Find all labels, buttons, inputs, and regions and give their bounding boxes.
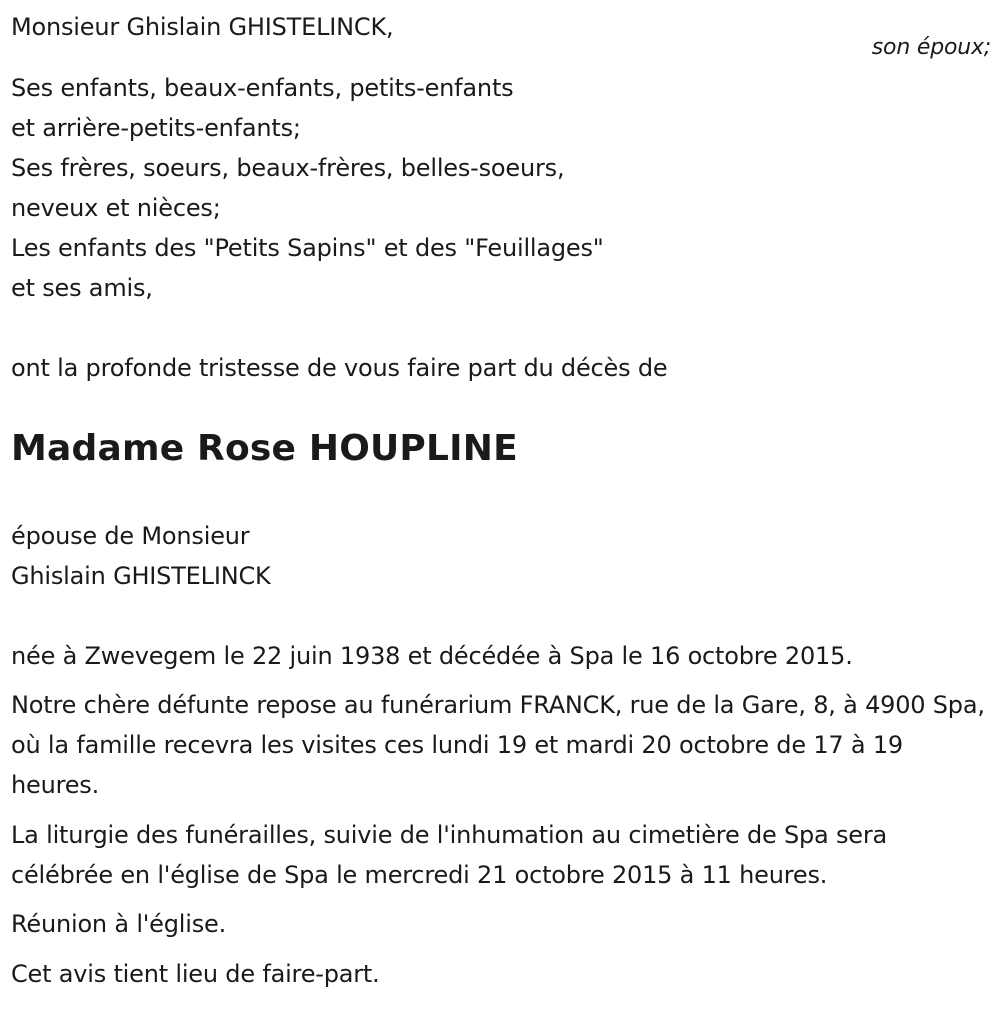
death-notice [11, 0, 991, 988]
family-line: Les enfants des "Petits Sapins" et des "Feuillages" [11, 234, 604, 262]
family-line: neveux et nièces; [11, 194, 221, 222]
husband-name: Monsieur Ghislain GHISTELINCK, [11, 13, 394, 41]
meeting-info: Réunion à l'église. [11, 910, 227, 938]
notice-statement: Cet avis tient lieu de faire-part. [11, 960, 380, 988]
funeral-home-info: Notre chère défunte repose au funérarium FRANCK, rue de la Gare, 8, à 4900 Spa, où la famille recevra les visites ces lundi 19 et mardi 20 octobre de 17 à 19 heures. [11, 691, 985, 799]
announcement-intro: ont la profonde tristesse de vous faire part du décès de [11, 354, 668, 382]
birth-death-dates: née à Zwevegem le 22 juin 1938 et décédée à Spa le 16 octobre 2015. [11, 642, 853, 670]
family-line: Ses enfants, beaux-enfants, petits-enfants [11, 74, 514, 102]
husband-role: son époux; [871, 35, 991, 60]
spouse-line: Ghislain GHISTELINCK [11, 562, 271, 590]
family-line: et arrière-petits-enfants; [11, 114, 301, 142]
deceased-name: Madame Rose HOUPLINE [11, 428, 518, 469]
spouse-info [11, 516, 271, 596]
spouse-line: épouse de Monsieur [11, 522, 250, 550]
family-line: Ses frères, soeurs, beaux-frères, belles-soeurs, [11, 154, 565, 182]
family-line: et ses amis, [11, 274, 153, 302]
husband-header [11, 0, 991, 60]
liturgy-info: La liturgie des funérailles, suivie de l'inhumation au cimetière de Spa sera célébrée en l'église de Spa le mercredi 21 octobre 2015 à 11 heures. [11, 821, 888, 889]
family-list [11, 68, 604, 308]
